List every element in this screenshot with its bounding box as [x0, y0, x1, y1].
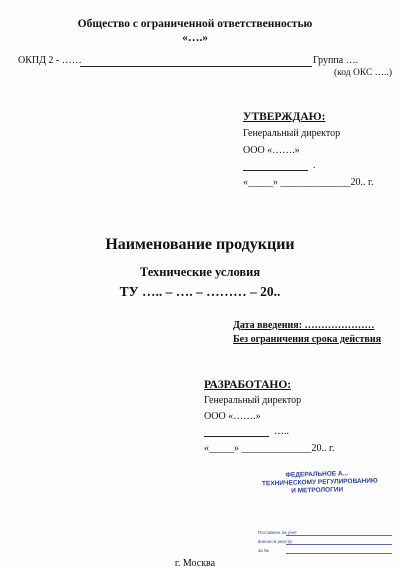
developed-date: «_____» ______________20.. г. [204, 443, 335, 454]
registration-line [286, 535, 392, 536]
stamp-line-1: ФЕДЕРАЛЬНОЕ А... [285, 470, 349, 479]
developed-signature-dots: ….. [274, 426, 289, 437]
registration-label: Поставлен на учет [258, 530, 297, 535]
group-code: Группа …. [313, 55, 359, 66]
developed-heading: РАЗРАБОТАНО: [204, 379, 292, 391]
stamp-line-2: ТЕХНИЧЕСКОМУ РЕГУЛИРОВАНИЮ [261, 477, 378, 488]
registration-line [286, 544, 392, 545]
approve-date: «_____» ______________20.. г. [243, 177, 374, 188]
approve-organization: ООО «…….» [243, 145, 300, 156]
registration-row [258, 530, 398, 539]
agency-stamp [261, 470, 378, 497]
approve-signature-line [243, 170, 308, 171]
document-type: Технические условия [139, 265, 261, 279]
okpd-code: ОКПД 2 - …… [18, 55, 82, 66]
approve-signature-dot: . [313, 160, 316, 171]
oks-code: (код ОКС …..) [334, 68, 393, 78]
approve-position: Генеральный директор [243, 128, 341, 139]
product-name: Наименование продукции [105, 236, 295, 253]
introduction-date: Дата введения: ………………… [233, 320, 375, 331]
developed-position: Генеральный директор [204, 395, 302, 406]
developed-signature-line [204, 436, 269, 437]
registration-label: за № [258, 548, 269, 553]
organization-quote: «….» [182, 32, 208, 44]
city-footer: г. Москва [174, 558, 216, 569]
registration-block [258, 530, 398, 557]
registration-line [286, 553, 392, 554]
registration-row [258, 539, 398, 548]
validity-no-limit: Без ограничения срока действия [233, 334, 381, 345]
organization-name: Общество с ограниченной ответственностью [77, 18, 313, 30]
registration-label: внесен в реестр [258, 539, 292, 544]
okpd-underline [80, 66, 312, 67]
approve-heading: УТВЕРЖДАЮ: [243, 111, 326, 123]
stamp-line-3: И МЕТРОЛОГИИ [291, 486, 344, 495]
developed-organization: ООО «…….» [204, 411, 261, 422]
tu-code: ТУ ….. – …. – ……… – 20.. [119, 284, 281, 299]
registration-row [258, 548, 398, 557]
